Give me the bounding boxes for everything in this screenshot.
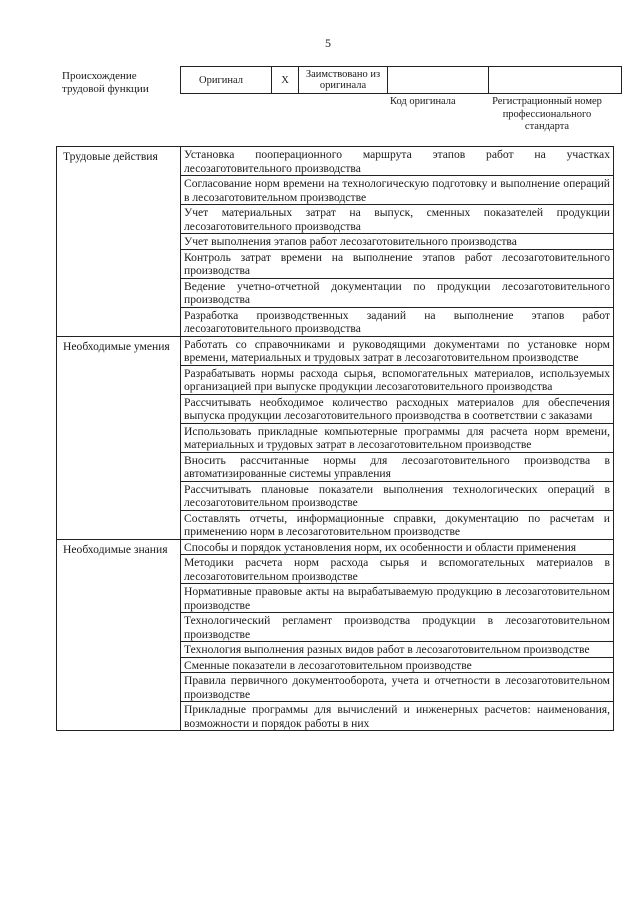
original-mark: X xyxy=(272,67,299,94)
table-row xyxy=(57,539,614,555)
labor-actions-item: Согласование норм времени на технологическую подготовку и выполнение операций в лесозаготовительном производстве xyxy=(181,176,614,205)
labor-actions-item: Ведение учетно-отчетной документации по продукции лесозаготовительного производства xyxy=(181,278,614,307)
page-number: 5 xyxy=(325,36,331,50)
original-code-label: Код оригинала xyxy=(390,96,456,107)
required-knowledge-item: Правила первичного документооборота, учета и отчетности в лесозаготовительном производстве xyxy=(181,673,614,702)
labor-actions-item: Установка пооперационного маршрута этапов работ на участках лесозаготовительного производства xyxy=(181,147,614,176)
required-skills-item: Рассчитывать плановые показатели выполнения технологических операций в лесозаготовительном производстве xyxy=(181,481,614,510)
registration-number-cell xyxy=(489,67,622,94)
required-skills-item: Рассчитывать необходимое количество расходных материалов для обеспечения выпуска продукции лесозаготовительного производства в соответствии с заказами xyxy=(181,394,614,423)
required-knowledge-item: Технология выполнения разных видов работ в лесозаготовительном производстве xyxy=(181,642,614,658)
required-knowledge-item: Прикладные программы для вычислений и инженерных расчетов: наименования, возможности и порядок работы в них xyxy=(181,702,614,731)
required-knowledge-title: Необходимые знания xyxy=(57,539,181,731)
labor-function-table xyxy=(56,146,614,731)
required-knowledge-item: Способы и порядок установления норм, их особенности и области применения xyxy=(181,539,614,555)
original-code-cell xyxy=(388,67,489,94)
required-knowledge-item: Нормативные правовые акты на вырабатываемую продукцию в лесозаготовительном производстве xyxy=(181,584,614,613)
required-knowledge-item: Сменные показатели в лесозаготовительном производстве xyxy=(181,657,614,673)
labor-actions-item: Разработка производственных заданий на выполнение этапов работ лесозаготовительного производства xyxy=(181,307,614,336)
labor-actions-item: Контроль затрат времени на выполнение этапов работ лесозаготовительного производства xyxy=(181,249,614,278)
labor-actions-item: Учет выполнения этапов работ лесозаготовительного производства xyxy=(181,234,614,250)
table-row xyxy=(57,147,614,176)
required-knowledge-item: Методики расчета норм расхода сырья и вспомогательных материалов в лесозаготовительном производстве xyxy=(181,555,614,584)
required-skills-item: Использовать прикладные компьютерные программы для расчета норм времени, материальных и трудовых затрат в лесозаготовительном производстве xyxy=(181,423,614,452)
required-skills-item: Составлять отчеты, информационные справки, документацию по расчетам и применению норм в лесозаготовительном производстве xyxy=(181,510,614,539)
labor-actions-title: Трудовые действия xyxy=(57,147,181,337)
table-row xyxy=(57,336,614,365)
original-cell xyxy=(181,67,272,94)
required-knowledge-item: Технологический регламент производства продукции в лесозаготовительном производстве xyxy=(181,613,614,642)
required-skills-item: Разрабатывать нормы расхода сырья, вспомогательных материалов, используемых организацией при выпуске продукции лесозаготовительного производства xyxy=(181,365,614,394)
original-label: Оригинал xyxy=(199,74,243,86)
registration-number-label: Регистрационный номер профессионального стандарта xyxy=(492,96,602,132)
required-skills-title: Необходимые умения xyxy=(57,336,181,539)
required-skills-item: Работать со справочниками и руководящими документами по установке норм времени, материальных и трудовых затрат в лесозаготовительном производстве xyxy=(181,336,614,365)
labor-actions-item: Учет материальных затрат на выпуск, сменных показателей продукции лесозаготовительного производства xyxy=(181,205,614,234)
required-skills-item: Вносить рассчитанные нормы для лесозаготовительного производства в автоматизированные системы управления xyxy=(181,452,614,481)
origin-table xyxy=(180,66,622,94)
borrowed-label: Заимствовано из оригинала xyxy=(299,67,388,94)
origin-label: Происхождение трудовой функции xyxy=(62,70,149,95)
